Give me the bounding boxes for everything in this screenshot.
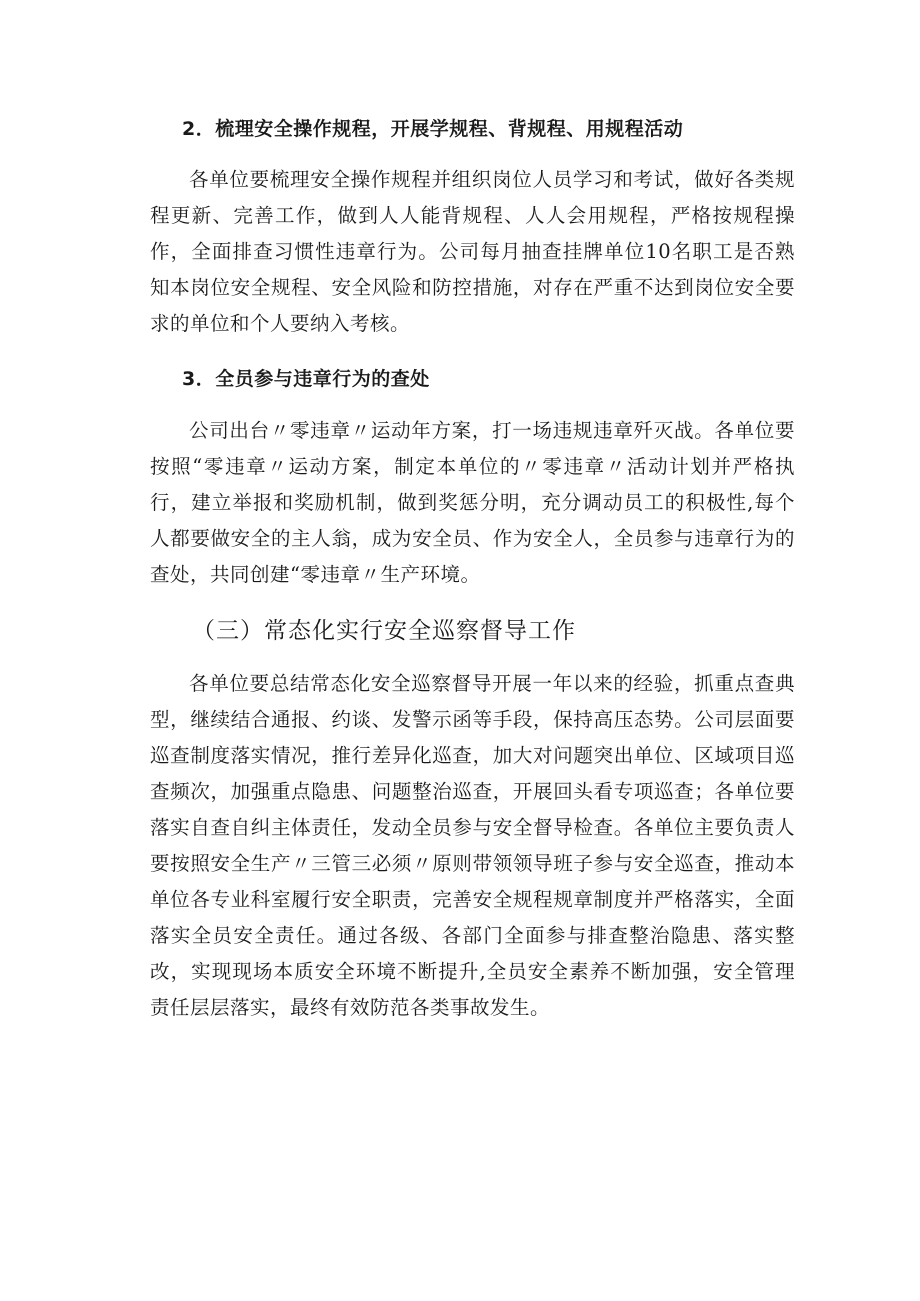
paragraph-section-3: 各单位要总结常态化安全巡察督导开展一年以来的经验，抓重点查典型，继续结合通报、约谈、发警示函等手段，保持高压态势。公司层面要巡查制度落实情况，推行差异化巡查，加大对问题突出单位、区域项目巡查频次，加强重点隐患、问题整治巡查，开展回头看专项巡查；各单位要落实自查自纠主体责任，发动全员参与安全督导检查。各单位主要负责人要按照安全生产〃三管三必须〃原则带领领导班子参与安全巡查，推动本单位各专业科室履行安全职责，完善安全规程规章制度并严格落实，全面落实全员安全责任。通过各级、各部门全面参与排查整治隐患、落实整改，实现现场本质安全环境不断提升,全员安全素养不断加强，安全管理责任层层落实，最终有效防范各类事故发生。	[150, 672, 795, 1019]
section-heading-3: （三）常态化实行安全巡察督导工作	[192, 618, 576, 644]
heading-item-3: 3．全员参与违章行为的查处	[182, 368, 430, 390]
heading-item-2: 2．梳理安全操作规程，开展学规程、背规程、用规程活动	[182, 118, 684, 140]
paragraph-item-2: 各单位要梳理安全操作规程并组织岗位人员学习和考试，做好各类规程更新、完善工作，做到人人能背规程、人人会用规程，严格按规程操作，全面排查习惯性违章行为。公司每月抽查挂牌单位10名职工是否熟知本岗位安全规程、安全风险和防控措施，对存在严重不达到岗位安全要求的单位和个人要纳入考核。	[150, 168, 795, 335]
paragraph-item-3: 公司出台〃零违章〃运动年方案，打一场违规违章歼灭战。各单位要按照“零违章〃运动方案，制定本单位的〃零违章〃活动计划并严格执行，建立举报和奖励机制，做到奖惩分明，充分调动员工的积极性,每个人都要做安全的主人翁，成为安全员、作为安全人，全员参与违章行为的查处，共同创建“零违章〃生产环境。	[150, 419, 795, 586]
